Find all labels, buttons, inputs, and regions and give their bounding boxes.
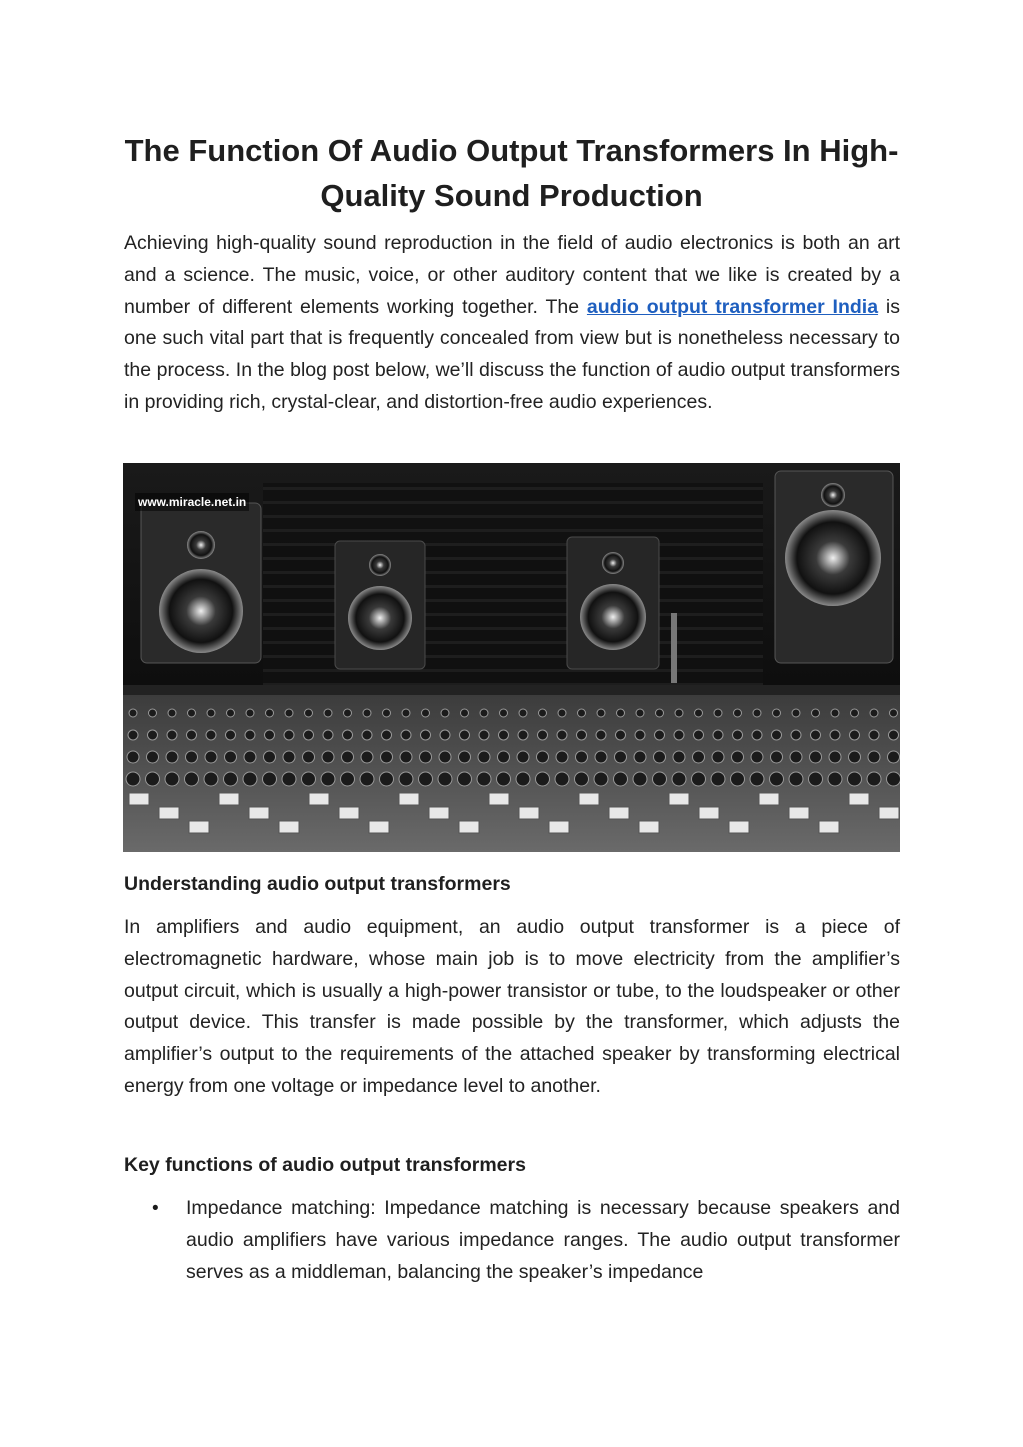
console-knob — [498, 751, 510, 763]
console-knob — [441, 709, 449, 717]
console-knob — [225, 751, 237, 763]
console-knob — [167, 730, 177, 740]
console-knob — [614, 772, 628, 786]
console-fader — [219, 793, 239, 805]
console-knob — [517, 751, 529, 763]
console-knob — [149, 709, 157, 717]
console-knob — [538, 730, 548, 740]
console-knob — [324, 709, 332, 717]
console-knob — [245, 730, 255, 740]
console-knob — [713, 730, 723, 740]
console-knob — [519, 709, 527, 717]
console-knob — [790, 751, 802, 763]
console-knob — [694, 730, 704, 740]
bullet-text: Impedance matching: Impedance matching is necessary because speakers and audio amplifiers have various impedance ranges. The audio output transformer serves as a middleman, balancing the speaker’s impedance — [186, 1197, 900, 1283]
console-knob — [770, 772, 784, 786]
console-knob — [597, 709, 605, 717]
intro-paragraph — [124, 228, 900, 419]
console-knob — [342, 751, 354, 763]
console-fader — [249, 807, 269, 819]
console-fader — [519, 807, 539, 819]
console-knob — [654, 751, 666, 763]
console-knob — [850, 730, 860, 740]
console-knob — [421, 730, 431, 740]
console-knob — [402, 709, 410, 717]
console-knob — [166, 751, 178, 763]
console-knob — [555, 772, 569, 786]
console-knob — [674, 730, 684, 740]
console-knob — [831, 709, 839, 717]
console-knob — [596, 730, 606, 740]
console-knob — [578, 709, 586, 717]
console-knob — [380, 772, 394, 786]
console-knob — [207, 709, 215, 717]
console-knob — [851, 709, 859, 717]
console-knob — [714, 709, 722, 717]
console-knob — [848, 772, 862, 786]
console-knob — [305, 709, 313, 717]
console-knob — [227, 709, 235, 717]
console-knob — [146, 772, 160, 786]
console-fader — [639, 821, 659, 833]
console-knob — [420, 751, 432, 763]
console-knob — [400, 751, 412, 763]
console-knob — [655, 730, 665, 740]
console-knob — [829, 751, 841, 763]
console-knob — [438, 772, 452, 786]
console-knob — [264, 751, 276, 763]
console-knob — [656, 709, 664, 717]
console-knob — [675, 709, 683, 717]
console-knob — [343, 730, 353, 740]
console-knob — [399, 772, 413, 786]
console-knob — [889, 730, 899, 740]
console-fader — [279, 821, 299, 833]
console-knob — [672, 772, 686, 786]
console-knob — [226, 730, 236, 740]
console-knob — [636, 709, 644, 717]
intro-text-2: is one such vital part that is frequently concealed from view but is nonetheless necessary to the process. In the blog post below, we’ll discuss the function of audio output transformers in providing rich, crystal-clear, and distortion-free audio experiences. — [124, 295, 900, 413]
console-fader — [609, 807, 629, 819]
console-knob — [186, 751, 198, 763]
console-knob — [439, 751, 451, 763]
console-knob — [381, 751, 393, 763]
section-paragraph-understanding: In amplifiers and audio equipment, an audio output transformer is a piece of electromagnetic hardware, whose main job is to move electricity from the amplifier’s output circuit, which is usually a high-power transistor or tube, to the loudspeaker or other output device. This transfer is made possible by the transformer, which adjusts the amplifier’s output to the requirements of the attached speaker by transforming electrical energy from one voltage or impedance level to another. — [124, 916, 900, 1097]
console-knob — [323, 730, 333, 740]
console-knob — [382, 730, 392, 740]
console-knob — [653, 772, 667, 786]
console-knob — [616, 730, 626, 740]
console-knob — [732, 751, 744, 763]
console-fader — [459, 821, 479, 833]
console-knob — [731, 772, 745, 786]
console-knob — [187, 730, 197, 740]
console-knob — [750, 772, 764, 786]
console-fader — [339, 807, 359, 819]
console-knob — [284, 730, 294, 740]
console-knob — [557, 730, 567, 740]
console-knob — [869, 730, 879, 740]
console-knob — [263, 772, 277, 786]
console-fader — [669, 793, 689, 805]
console-knob — [868, 751, 880, 763]
console-knob — [127, 751, 139, 763]
console-knob — [188, 709, 196, 717]
console-knob — [811, 730, 821, 740]
console-knob — [322, 751, 334, 763]
bullet-marker: • — [152, 1198, 159, 1219]
console-knob — [693, 751, 705, 763]
image-watermark: www.miracle.net.in — [135, 493, 249, 511]
console-knob — [556, 751, 568, 763]
console-knob — [634, 751, 646, 763]
console-knob — [205, 751, 217, 763]
console-knob — [129, 709, 137, 717]
console-knob — [789, 772, 803, 786]
console-knob — [383, 709, 391, 717]
console-fader — [819, 821, 839, 833]
console-knob — [849, 751, 861, 763]
console-knob — [633, 772, 647, 786]
console-knob — [458, 772, 472, 786]
console-knob — [362, 730, 372, 740]
console-knob — [479, 730, 489, 740]
console-knob — [809, 772, 823, 786]
console-knob — [773, 709, 781, 717]
console-knob — [321, 772, 335, 786]
console-knob — [712, 751, 724, 763]
console-fader — [729, 821, 749, 833]
console-knob — [461, 709, 469, 717]
console-knob — [537, 751, 549, 763]
console-knob — [635, 730, 645, 740]
console-knob — [887, 772, 901, 786]
console-knob — [265, 730, 275, 740]
console-knob — [734, 709, 742, 717]
console-knob — [285, 709, 293, 717]
console-knob — [283, 751, 295, 763]
console-knob — [733, 730, 743, 740]
console-knob — [224, 772, 238, 786]
console-knob — [536, 772, 550, 786]
console-knob — [500, 709, 508, 717]
studio-photo-illustration — [123, 463, 900, 852]
console-fader — [369, 821, 389, 833]
console-knob — [753, 709, 761, 717]
console-fader — [579, 793, 599, 805]
console-fader — [879, 807, 899, 819]
console-knob — [888, 751, 900, 763]
console-knob — [518, 730, 528, 740]
console-knob — [244, 751, 256, 763]
studio-mixing-console-image — [123, 463, 900, 852]
console-knob — [303, 751, 315, 763]
console-knob — [459, 751, 471, 763]
console-knob — [360, 772, 374, 786]
console-knob — [282, 772, 296, 786]
console-fader — [849, 793, 869, 805]
console-knob — [246, 709, 254, 717]
console-knob — [480, 709, 488, 717]
console-knob — [478, 751, 490, 763]
section-heading-key-functions: Key functions of audio output transformers — [124, 1154, 526, 1176]
console-knob — [422, 709, 430, 717]
console-fader — [399, 793, 419, 805]
section-heading-understanding: Understanding audio output transformers — [124, 873, 511, 895]
console-knob — [692, 772, 706, 786]
console-knob — [266, 709, 274, 717]
console-knob — [867, 772, 881, 786]
intro-text-1: Achieving high-quality sound reproduction in the field of audio electronics is both an art and a science. The music, voice, or other auditory content that we like is created by a number of different elements working together. The — [124, 232, 900, 318]
console-knob — [185, 772, 199, 786]
console-knob — [419, 772, 433, 786]
console-knob — [791, 730, 801, 740]
console-fader — [429, 807, 449, 819]
console-knob — [165, 772, 179, 786]
console-knob — [711, 772, 725, 786]
audio-output-transformer-link[interactable]: audio output transformer India — [586, 295, 879, 318]
console-knob — [477, 772, 491, 786]
console-knob — [558, 709, 566, 717]
console-knob — [344, 709, 352, 717]
console-knob — [440, 730, 450, 740]
page-title: The Function Of Audio Output Transformers In High-Quality Sound Production — [124, 133, 899, 213]
console-knob — [595, 751, 607, 763]
console-knob — [812, 709, 820, 717]
console-knob — [617, 709, 625, 717]
console-knob — [304, 730, 314, 740]
console-knob — [751, 751, 763, 763]
console-knob — [576, 751, 588, 763]
console-knob — [302, 772, 316, 786]
console-knob — [361, 751, 373, 763]
console-knob — [206, 730, 216, 740]
console-fader — [489, 793, 509, 805]
console-fader — [309, 793, 329, 805]
console-knob — [575, 772, 589, 786]
console-knob — [810, 751, 822, 763]
console-fader — [189, 821, 209, 833]
console-knob — [615, 751, 627, 763]
console-knob — [771, 751, 783, 763]
console-knob — [594, 772, 608, 786]
console-knob — [204, 772, 218, 786]
console-fader — [549, 821, 569, 833]
console-knob — [752, 730, 762, 740]
console-knob — [497, 772, 511, 786]
console-knob — [695, 709, 703, 717]
console-knob — [168, 709, 176, 717]
console-fader — [159, 807, 179, 819]
console-knob — [792, 709, 800, 717]
console-knob — [126, 772, 140, 786]
console-knob — [577, 730, 587, 740]
console-fader — [789, 807, 809, 819]
console-knob — [870, 709, 878, 717]
console-knob — [828, 772, 842, 786]
console-fader — [759, 793, 779, 805]
console-knob — [148, 730, 158, 740]
console-knob — [539, 709, 547, 717]
console-knob — [890, 709, 898, 717]
console-knob — [147, 751, 159, 763]
console-knob — [499, 730, 509, 740]
console-fader — [129, 793, 149, 805]
console-knob — [363, 709, 371, 717]
console-knob — [830, 730, 840, 740]
console-knob — [128, 730, 138, 740]
console-knob — [673, 751, 685, 763]
console-knob — [460, 730, 470, 740]
console-knob — [772, 730, 782, 740]
console-knob — [341, 772, 355, 786]
console-knob — [243, 772, 257, 786]
console-knob — [401, 730, 411, 740]
console-knob — [516, 772, 530, 786]
console-fader — [699, 807, 719, 819]
